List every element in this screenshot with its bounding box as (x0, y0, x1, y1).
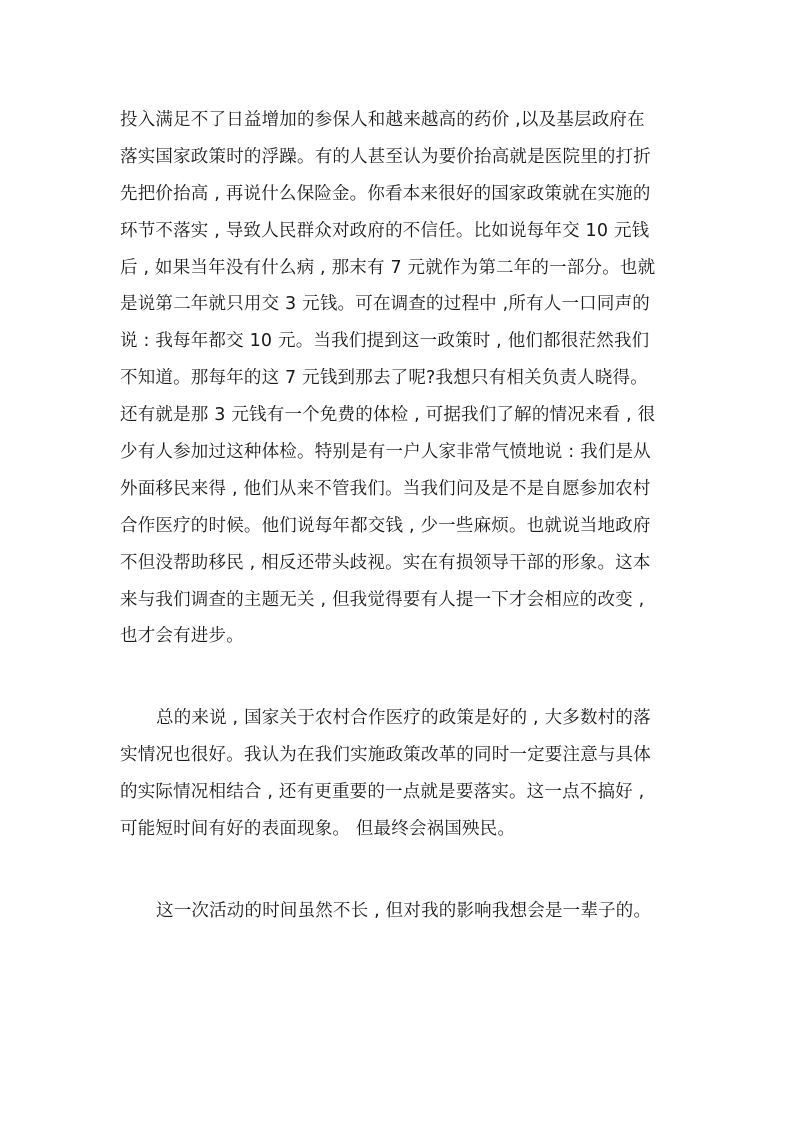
paragraph-3 (120, 893, 690, 930)
document-body (120, 102, 690, 930)
text-line: 说 : 我每年都交 10 元。当我们提到这一政策时 , 他们都很茫然我们 (120, 331, 650, 352)
text-line: 总的来说 , 国家关于农村合作医疗的政策是好的 , 大多数村的落 (156, 708, 651, 729)
text-line: 后 , 如果当年没有什么病 , 那末有 7 元就作为第二年的一部分。也就 (120, 257, 656, 278)
text-line: 还有就是那 3 元钱有一个免费的体检 , 可据我们了解的情况来看 , 很 (120, 405, 656, 426)
text-line: 落实国家政策时的浮躁。有的人甚至认为要价抬高就是医院里的打折 (120, 146, 651, 167)
text-line: 实情况也很好。我认为在我们实施政策改革的同时一定要注意与具体 (120, 745, 651, 766)
text-line: 也才会有进步。 (120, 626, 244, 647)
text-line: 环节不落实 , 导致人民群众对政府的不信任。比如说每年交 10 元钱 (120, 220, 650, 241)
text-line: 不知道。那每年的这 7 元钱到那去了呢?我想只有相关负责人晓得。 (120, 368, 648, 389)
text-line: 这一次活动的时间虽然不长 , 但对我的影响我想会是一辈子的。 (156, 900, 652, 921)
text-line: 外面移民来得 , 他们从来不管我们。当我们问及是不是自愿参加农村 (120, 478, 651, 499)
text-line: 可能短时间有好的表面现象。 但最终会祸国殃民。 (120, 819, 516, 840)
paragraph-spacer (120, 848, 690, 893)
paragraph-2 (120, 700, 690, 848)
paragraph-1 (120, 102, 690, 655)
text-line: 不但没帮助移民 , 相反还带头歧视。实在有损领导干部的形象。这本 (120, 552, 651, 573)
text-line: 少有人参加过这种体检。特别是有一户人家非常气愤地说 : 我们是从 (120, 442, 651, 463)
paragraph-spacer (120, 655, 690, 700)
text-line: 合作医疗的时候。他们说每年都交钱 , 少一些麻烦。也就说当地政府 (120, 515, 651, 536)
text-line: 先把价抬高 , 再说什么保险金。你看本来很好的国家政策就在实施的 (120, 183, 651, 204)
text-line: 是说第二年就只用交 3 元钱。可在调查的过程中 ,所有人一口同声的 (120, 294, 650, 315)
text-line: 投入满足不了日益增加的参保人和越来越高的药价 ,以及基层政府在 (120, 110, 645, 130)
text-line: 来与我们调查的主题无关 , 但我觉得要有人提一下才会相应的改变 , (120, 589, 645, 610)
text-line: 的实际情况相结合 , 还有更重要的一点就是要落实。这一点不搞好 , (120, 782, 645, 803)
